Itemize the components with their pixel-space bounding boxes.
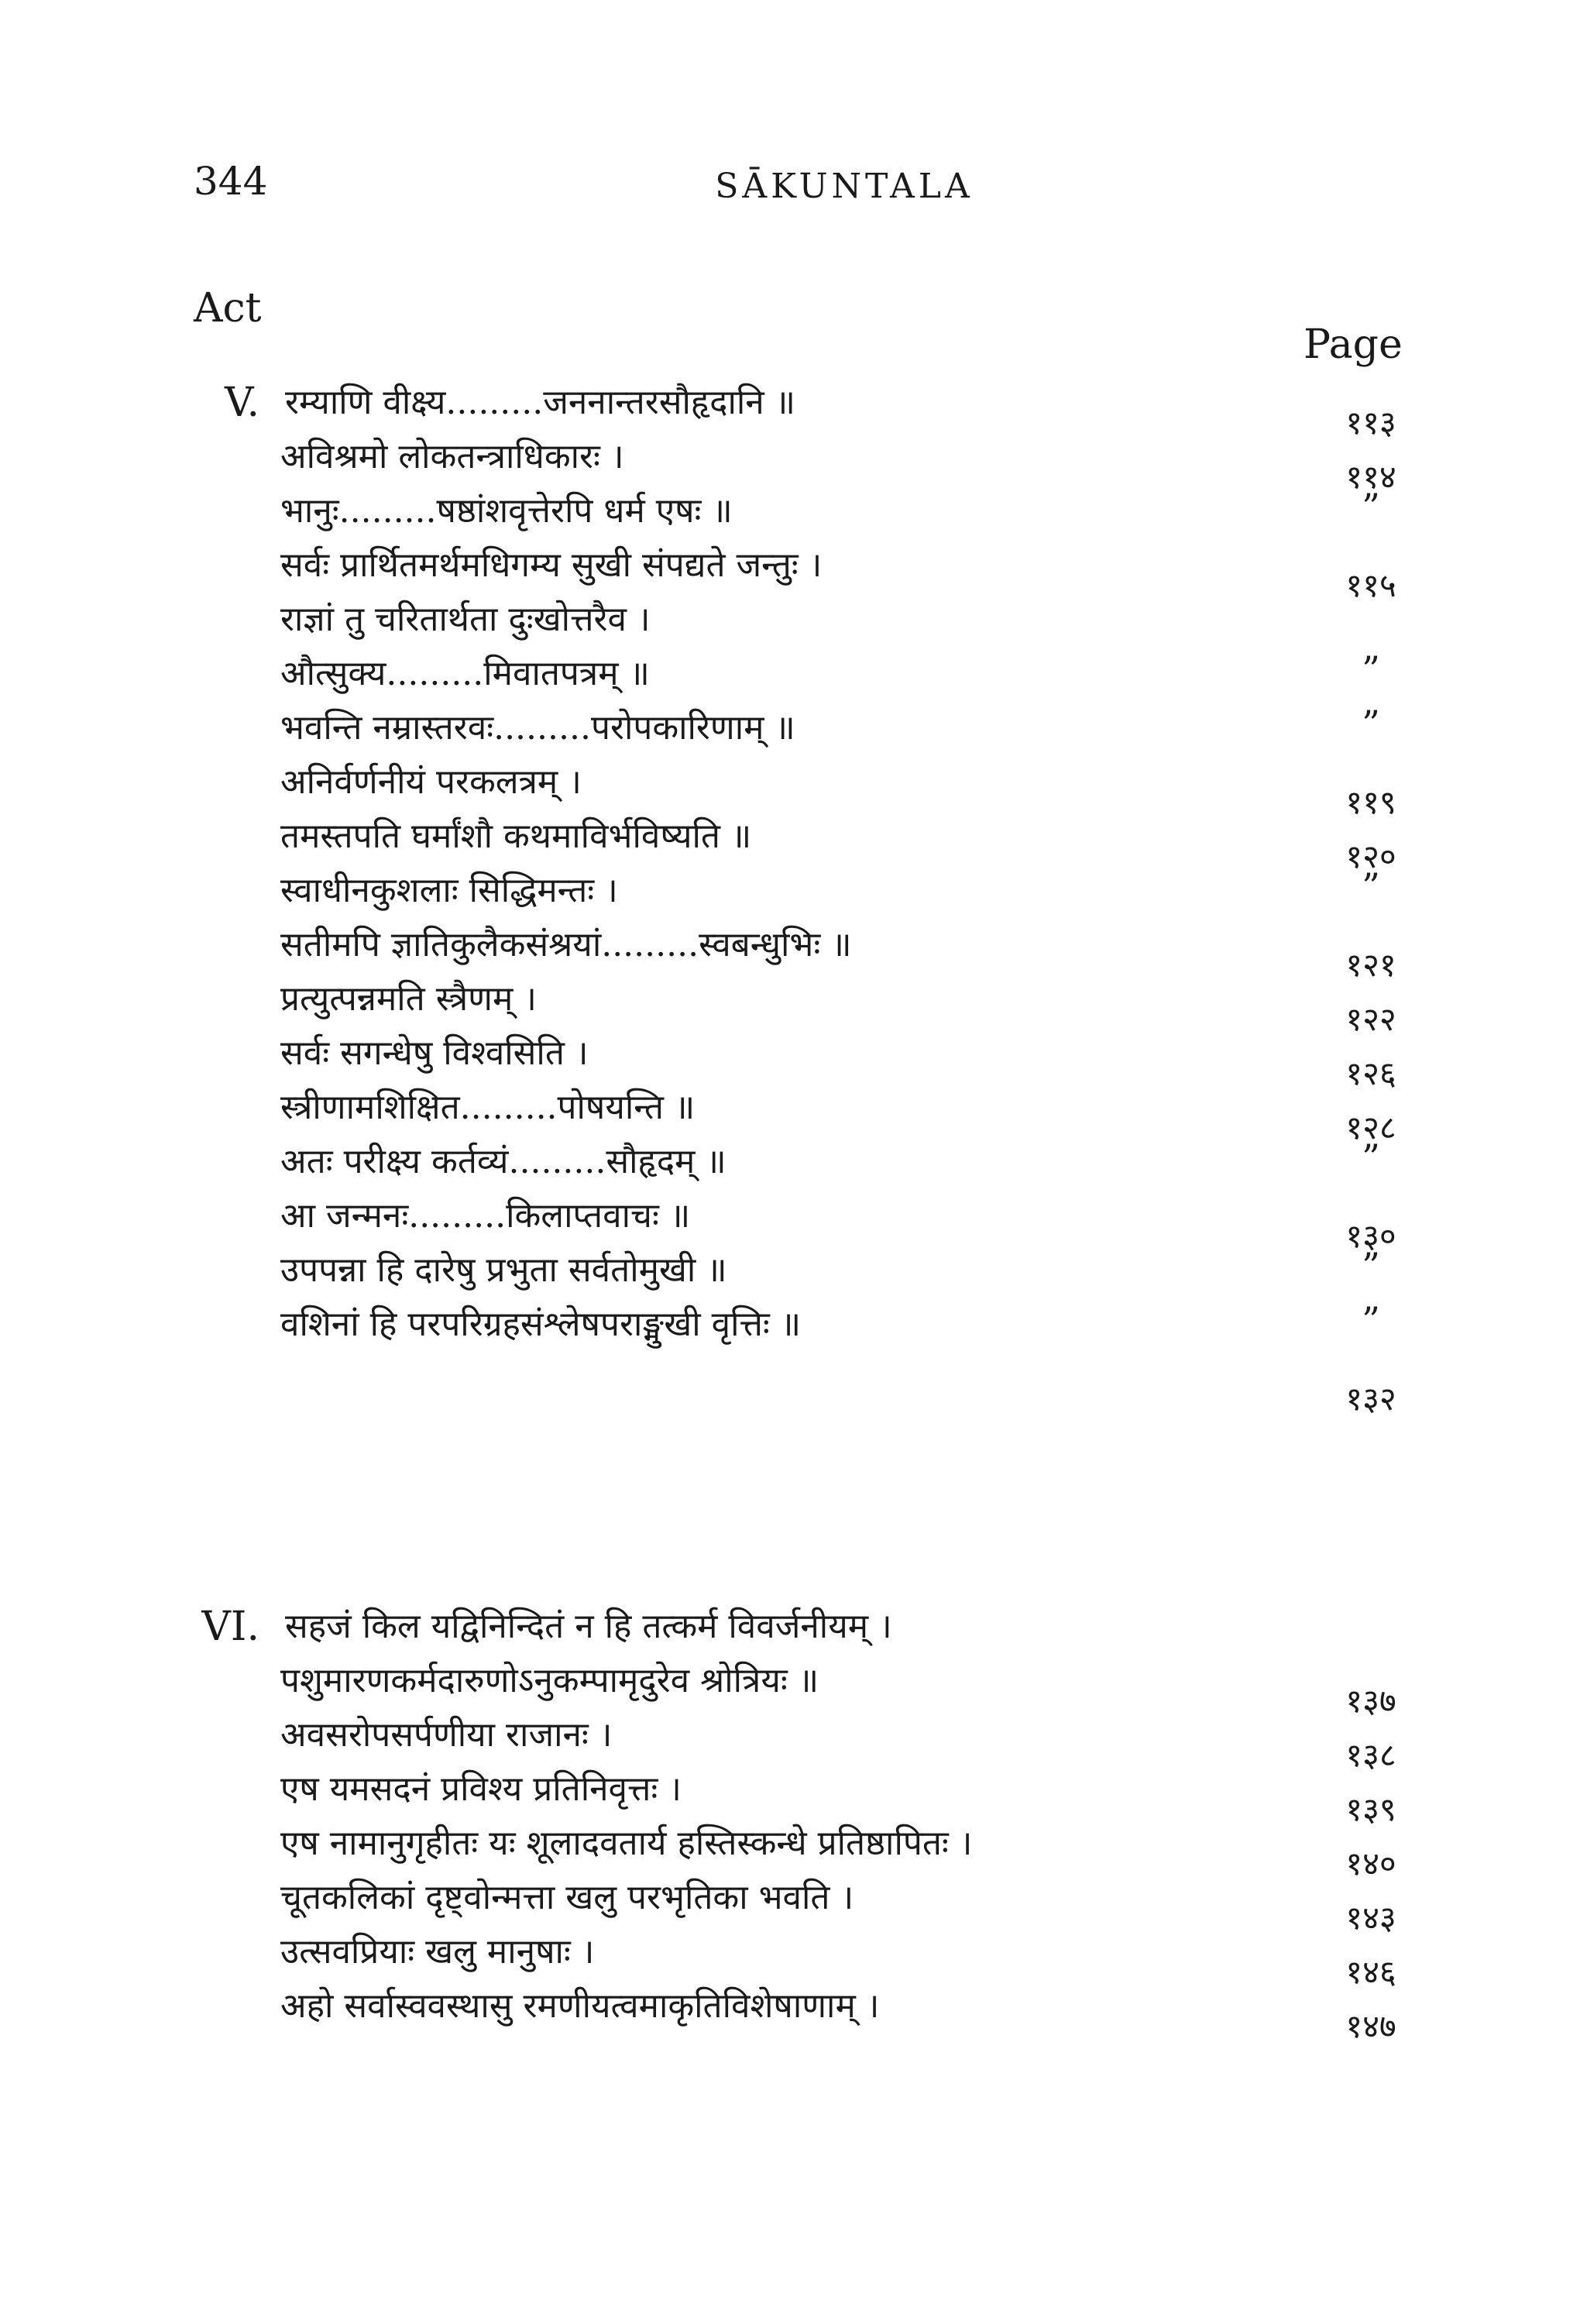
entry-page-number: ” bbox=[1362, 1299, 1380, 1341]
entry-page-number: १३९ bbox=[1345, 1790, 1396, 1828]
entry-page-number: ” bbox=[1362, 486, 1380, 528]
entry-verse: अतः परीक्ष्य कर्तव्यं.........सौहृदम् ॥ bbox=[280, 1142, 727, 1181]
index-entry bbox=[163, 755, 1421, 821]
entry-page-number: ” bbox=[1362, 1136, 1380, 1178]
entry-page-number: १३२ bbox=[1345, 1380, 1396, 1418]
index-entry bbox=[163, 376, 1421, 442]
entry-verse: अविश्रमो लोकतन्त्राधिकारः । bbox=[280, 437, 624, 476]
entry-verse: एष नामानुगृहीतः यः शूलादवतार्य हस्तिस्कन्धे प्रतिष्ठापितः । bbox=[280, 1824, 973, 1863]
index-entry bbox=[163, 1979, 1421, 2045]
entry-verse: तमस्तपति घर्मांशौ कथमाविर्भविष्यति ॥ bbox=[280, 816, 752, 856]
index-entry bbox=[163, 918, 1421, 984]
entry-page-number: ११९ bbox=[1345, 783, 1396, 821]
index-entry bbox=[163, 593, 1421, 647]
entry-verse: भानुः.........षष्ठांशवृत्तेरपि धर्म एषः ॥ bbox=[280, 491, 733, 531]
entry-verse: स्त्रीणामशिक्षित.........पोषयन्ति ॥ bbox=[280, 1088, 696, 1127]
page-column-heading: Page bbox=[1304, 321, 1403, 368]
entry-page-number: १२० bbox=[1345, 837, 1396, 875]
entry-verse: सर्वः प्रार्थितमर्थमधिगम्य सुखी संपद्यते जन्तुः । bbox=[280, 545, 823, 585]
entry-page-number: ११५ bbox=[1345, 566, 1396, 604]
index-entry bbox=[163, 810, 1421, 875]
index-entry bbox=[163, 1189, 1421, 1255]
act-numeral: VI. bbox=[201, 1604, 259, 1650]
act-vi-section bbox=[163, 1600, 1421, 2045]
index-entry bbox=[163, 484, 1421, 538]
entry-page-number: १४७ bbox=[1345, 2007, 1396, 2045]
entry-page-number: ११४ bbox=[1345, 458, 1396, 496]
index-entry bbox=[163, 430, 1421, 496]
entry-verse: रम्याणि वीक्ष्य.........जननान्तरसौहृदानि ॥ bbox=[285, 383, 796, 422]
act-v-section bbox=[163, 376, 1421, 1418]
index-entry bbox=[163, 972, 1421, 1038]
entry-page-number: १२२ bbox=[1345, 1000, 1396, 1038]
entry-page-number: १३८ bbox=[1345, 1736, 1396, 1774]
entry-verse: अवसरोपसर्पणीया राजानः । bbox=[280, 1715, 613, 1755]
entry-verse: उत्सवप्रियाः खलु मानुषाः । bbox=[280, 1932, 595, 1972]
index-entry bbox=[163, 1243, 1421, 1298]
index-entry bbox=[163, 1654, 1421, 1720]
index-entry bbox=[163, 1708, 1421, 1774]
entry-page-number: १४६ bbox=[1345, 1953, 1396, 1991]
entry-verse: भवन्ति नम्रास्तरवः.........परोपकारिणाम् ॥ bbox=[280, 708, 795, 748]
index-entry bbox=[163, 1871, 1421, 1937]
index-entry bbox=[163, 864, 1421, 918]
entry-page-number: ” bbox=[1362, 703, 1380, 744]
index-entry bbox=[163, 647, 1421, 701]
index-entry bbox=[163, 1600, 1421, 1654]
entry-verse: अनिर्वर्णनीयं परकलत्रम् । bbox=[280, 762, 582, 802]
entry-page-number: १३७ bbox=[1345, 1682, 1396, 1720]
index-entry bbox=[163, 1352, 1421, 1418]
entry-page-number: १२१ bbox=[1345, 946, 1396, 984]
entry-verse: सर्वः सगन्धेषु विश्वसिति । bbox=[280, 1033, 589, 1073]
entry-page-number: १४० bbox=[1345, 1844, 1396, 1882]
index-entry bbox=[163, 1762, 1421, 1828]
act-numeral: V. bbox=[225, 380, 259, 426]
entry-page-number: ” bbox=[1362, 1245, 1380, 1287]
entry-verse: प्रत्युत्पन्नमति स्त्रैणम् । bbox=[280, 979, 537, 1019]
entry-page-number: ” bbox=[1362, 648, 1380, 690]
running-title: SĀKUNTALA bbox=[715, 167, 974, 206]
act-column-heading: Act bbox=[194, 285, 262, 332]
page-number: 344 bbox=[194, 159, 268, 204]
entry-verse: सतीमपि ज्ञातिकुलैकसंश्रयां.........स्वबन्धुभिः ॥ bbox=[280, 925, 852, 964]
entry-page-number: ” bbox=[1362, 865, 1380, 907]
index-entry bbox=[163, 1026, 1421, 1092]
entry-page-number: १४३ bbox=[1345, 1899, 1396, 1937]
index-entry bbox=[163, 1081, 1421, 1147]
entry-page-number: १३० bbox=[1345, 1217, 1396, 1255]
entry-verse: एष यमसदनं प्रविश्य प्रतिनिवृत्तः । bbox=[280, 1769, 682, 1809]
entry-verse: चूतकलिकां दृष्ट्वोन्मत्ता खलु परभृतिका भवति । bbox=[280, 1878, 854, 1917]
entry-verse: आ जन्मनः.........किलाप्तवाचः ॥ bbox=[280, 1196, 691, 1236]
index-entry bbox=[163, 1817, 1421, 1882]
entry-verse: सहजं किल यद्विनिन्दितं न हि तत्कर्म विवर्जनीयम् । bbox=[285, 1607, 892, 1646]
entry-verse: औत्सुक्य.........मिवातपत्रम् ॥ bbox=[280, 654, 650, 693]
index-entry bbox=[163, 538, 1421, 604]
entry-verse: अहो सर्वास्ववस्थासु रमणीयत्वमाकृतिविशेषाणाम् । bbox=[280, 1986, 880, 2026]
index-entry bbox=[163, 1135, 1421, 1189]
index-entry bbox=[163, 1298, 1421, 1352]
entry-verse: उपपन्ना हि दारेषु प्रभुता सर्वतोमुखी ॥ bbox=[280, 1250, 727, 1290]
entry-page-number: १२८ bbox=[1345, 1109, 1396, 1147]
entry-page-number: ११३ bbox=[1345, 404, 1396, 442]
entry-verse: वशिनां हि परपरिग्रहसंश्लेषपराङ्मुखी वृत्तिः ॥ bbox=[280, 1305, 802, 1344]
page-header bbox=[194, 159, 1402, 221]
entry-page-number: १२६ bbox=[1345, 1054, 1396, 1092]
entry-verse: राज्ञां तु चरितार्थता दुःखोत्तरैव । bbox=[280, 600, 651, 639]
entry-verse: पशुमारणकर्मदारुणोऽनुकम्पामृदुरेव श्रोत्रियः ॥ bbox=[280, 1661, 819, 1700]
index-entry bbox=[163, 701, 1421, 755]
entry-verse: स्वाधीनकुशलाः सिद्धिमन्तः । bbox=[280, 871, 618, 910]
index-entry bbox=[163, 1925, 1421, 1991]
